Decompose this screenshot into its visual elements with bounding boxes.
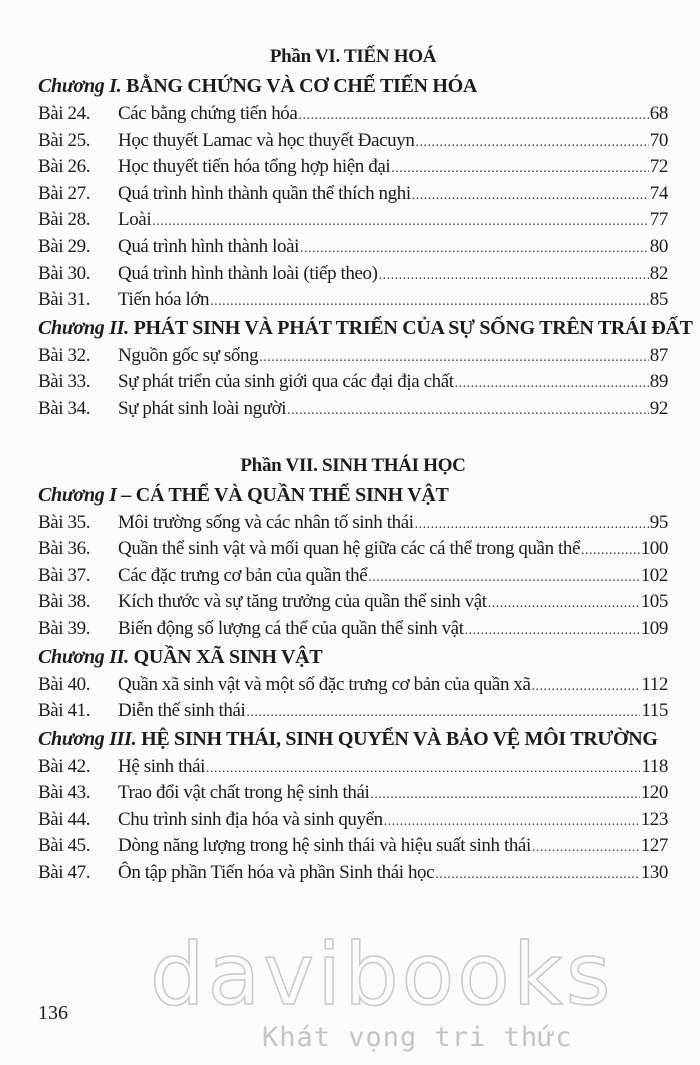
lesson-page: 109 [640, 617, 668, 639]
lesson-title: Quá trình hình thành quần thể thích nghi [118, 182, 411, 204]
lesson-title: Quần thể sinh vật và mối quan hệ giữa các cá thể trong quần thể [118, 538, 581, 560]
toc-entry [38, 234, 668, 261]
lesson-number: Bài 24. [38, 103, 91, 124]
lesson-number: Bài 41. [38, 700, 91, 722]
toc-entry [38, 369, 668, 396]
lesson-number: Bài 30. [38, 262, 91, 284]
toc-entry [38, 833, 668, 860]
lesson-title: Trao đổi vật chất trong hệ sinh thái [118, 782, 370, 804]
table-of-contents [38, 42, 693, 887]
lesson-title: Biến động số lượng cá thể của quần thể sinh vật [118, 617, 464, 639]
chapter-heading [38, 725, 668, 754]
lesson-page: 87 [649, 344, 668, 366]
watermark-slogan: Khát vọng tri thức [262, 1022, 573, 1053]
lesson-title: Dòng năng lượng trong hệ sinh thái và hiệu suất sinh thái [118, 835, 531, 857]
lesson-number: Bài 39. [38, 617, 91, 639]
lesson-number: Bài 34. [38, 397, 91, 419]
dot-leader [298, 101, 648, 130]
lesson-title: Ôn tập phần Tiến hóa và phần Sinh thái học [118, 862, 435, 884]
watermark-brand: davibooks [150, 925, 614, 1025]
dot-leader [532, 833, 640, 862]
dot-leader [259, 343, 649, 372]
lesson-number: Bài 42. [38, 755, 91, 777]
toc-entry [38, 536, 668, 563]
chapter-title: BẰNG CHỨNG VÀ CƠ CHẾ TIẾN HÓA [126, 75, 478, 97]
lesson-page: 115 [641, 700, 668, 722]
dot-leader [391, 154, 649, 183]
lesson-number: Bài 45. [38, 835, 91, 857]
lesson-page: 72 [649, 156, 668, 178]
toc-entry [38, 207, 668, 234]
lesson-title: Sự phát triển của sinh giới qua các đại địa chất [118, 371, 454, 393]
lesson-title: Nguồn gốc sự sống [118, 344, 259, 366]
toc-entry [38, 181, 668, 208]
page-number: 136 [38, 1002, 68, 1024]
lesson-title: Chu trình sinh địa hóa và sinh quyển [118, 808, 383, 830]
lesson-title: Hệ sinh thái [118, 755, 206, 777]
lesson-title: Loài [118, 209, 152, 231]
dot-leader [412, 181, 649, 210]
lesson-number: Bài 40. [38, 673, 91, 695]
toc-entry [38, 698, 668, 725]
toc-entry [38, 128, 668, 155]
lesson-title: Quá trình hình thành loài [118, 235, 300, 257]
lesson-page: 102 [640, 564, 668, 586]
dot-leader [206, 754, 640, 783]
lesson-title: Kích thước và sự tăng trưởng của quần thể sinh vật [118, 591, 487, 613]
dot-leader [532, 672, 641, 701]
toc-entry [38, 510, 668, 537]
lesson-title: Các đặc trưng cơ bản của quần thể [118, 564, 368, 586]
toc-entry [38, 807, 668, 834]
lesson-number: Bài 38. [38, 591, 91, 613]
dot-leader [152, 207, 649, 236]
chapter-heading [38, 72, 668, 101]
lesson-title: Sự phát sinh loài người [118, 397, 287, 419]
lesson-page: 130 [640, 862, 668, 884]
dot-leader [379, 261, 649, 290]
lesson-page: 127 [640, 835, 668, 857]
lesson-page: 123 [640, 808, 668, 830]
toc-entry [38, 780, 668, 807]
lesson-page: 89 [649, 371, 668, 393]
chapter-title: PHÁT SINH VÀ PHÁT TRIỂN CỦA SỰ SỐNG TRÊN TRÁI ĐẤT [133, 316, 693, 339]
dot-leader [384, 807, 640, 836]
lesson-title: Học thuyết Lamac và học thuyết Đacuyn [118, 129, 415, 151]
lesson-number: Bài 35. [38, 511, 91, 533]
lesson-title: Quần xã sinh vật và một số đặc trưng cơ bản của quần xã [118, 673, 531, 695]
chapter-label: Chương II. [38, 645, 129, 668]
dot-leader [210, 287, 649, 316]
lesson-page: 77 [649, 209, 668, 231]
toc-entry [38, 616, 668, 643]
lesson-page: 120 [640, 782, 668, 804]
lesson-page: 68 [649, 103, 668, 124]
chapter-heading [38, 643, 668, 672]
lesson-page: 74 [649, 182, 668, 204]
dot-leader [287, 396, 649, 425]
lesson-number: Bài 27. [38, 182, 91, 204]
lesson-number: Bài 36. [38, 538, 91, 560]
toc-entry [38, 672, 668, 699]
lesson-number: Bài 28. [38, 209, 91, 231]
lesson-number: Bài 43. [38, 782, 91, 804]
chapter-title: CÁ THỂ VÀ QUẦN THỂ SINH VẬT [135, 483, 449, 506]
lesson-title: Môi trường sống và các nhân tố sinh thái [118, 511, 414, 533]
dot-leader [435, 860, 639, 889]
lesson-page: 105 [640, 591, 668, 613]
lesson-page: 70 [649, 129, 668, 151]
toc-entry [38, 563, 668, 590]
chapter-title: HỆ SINH THÁI, SINH QUYỂN VÀ BẢO VỆ MÔI TRƯỜNG [141, 727, 658, 750]
lesson-title: Học thuyết tiến hóa tổng hợp hiện đại [118, 156, 391, 178]
chapter-label: Chương I – [38, 483, 132, 506]
dot-leader [465, 616, 640, 645]
dot-leader [488, 589, 640, 618]
lesson-page: 95 [649, 511, 668, 533]
lesson-page: 80 [649, 235, 668, 257]
toc-entry [38, 860, 668, 887]
lesson-title: Các bằng chứng tiến hóa [118, 103, 298, 124]
lesson-page: 82 [649, 262, 668, 284]
lesson-number: Bài 29. [38, 235, 91, 257]
lesson-number: Bài 32. [38, 344, 91, 366]
dot-leader [246, 698, 640, 727]
dot-leader [455, 369, 649, 398]
chapter-heading [38, 314, 693, 343]
toc-entry [38, 396, 668, 423]
toc-entry [38, 589, 668, 616]
toc-entry [38, 261, 668, 288]
dot-leader [415, 510, 649, 539]
toc-entry [38, 754, 668, 781]
lesson-title: Tiến hóa lớn [118, 289, 210, 311]
dot-leader [581, 536, 640, 565]
toc-entry [38, 101, 668, 128]
lesson-number: Bài 37. [38, 564, 91, 586]
toc-entry [38, 287, 668, 314]
toc-entry [38, 154, 668, 181]
lesson-number: Bài 31. [38, 289, 91, 311]
chapter-title: QUẦN XÃ SINH VẬT [133, 645, 323, 668]
dot-leader [370, 780, 639, 809]
chapter-label: Chương III. [38, 727, 137, 750]
dot-leader [300, 234, 649, 263]
chapter-label: Chương II. [38, 316, 129, 339]
part-heading: Phần VII. SINH THÁI HỌC [240, 454, 466, 476]
chapter-label: Chương I. [38, 75, 122, 97]
lesson-number: Bài 47. [38, 862, 91, 884]
lesson-title: Quá trình hình thành loài (tiếp theo) [118, 262, 378, 284]
dot-leader [415, 128, 648, 157]
part-heading: Phần VI. TIẾN HOÁ [269, 46, 437, 67]
chapter-heading [38, 481, 668, 510]
lesson-page: 92 [649, 397, 668, 419]
lesson-number: Bài 33. [38, 371, 91, 393]
lesson-page: 85 [649, 289, 668, 311]
lesson-number: Bài 25. [38, 129, 91, 151]
lesson-title: Diễn thế sinh thái [118, 700, 246, 722]
lesson-page: 112 [641, 673, 668, 695]
dot-leader [368, 563, 639, 592]
toc-entry [38, 343, 668, 370]
lesson-page: 118 [641, 755, 668, 777]
lesson-number: Bài 26. [38, 156, 91, 178]
lesson-number: Bài 44. [38, 808, 91, 830]
lesson-page: 100 [640, 538, 668, 560]
